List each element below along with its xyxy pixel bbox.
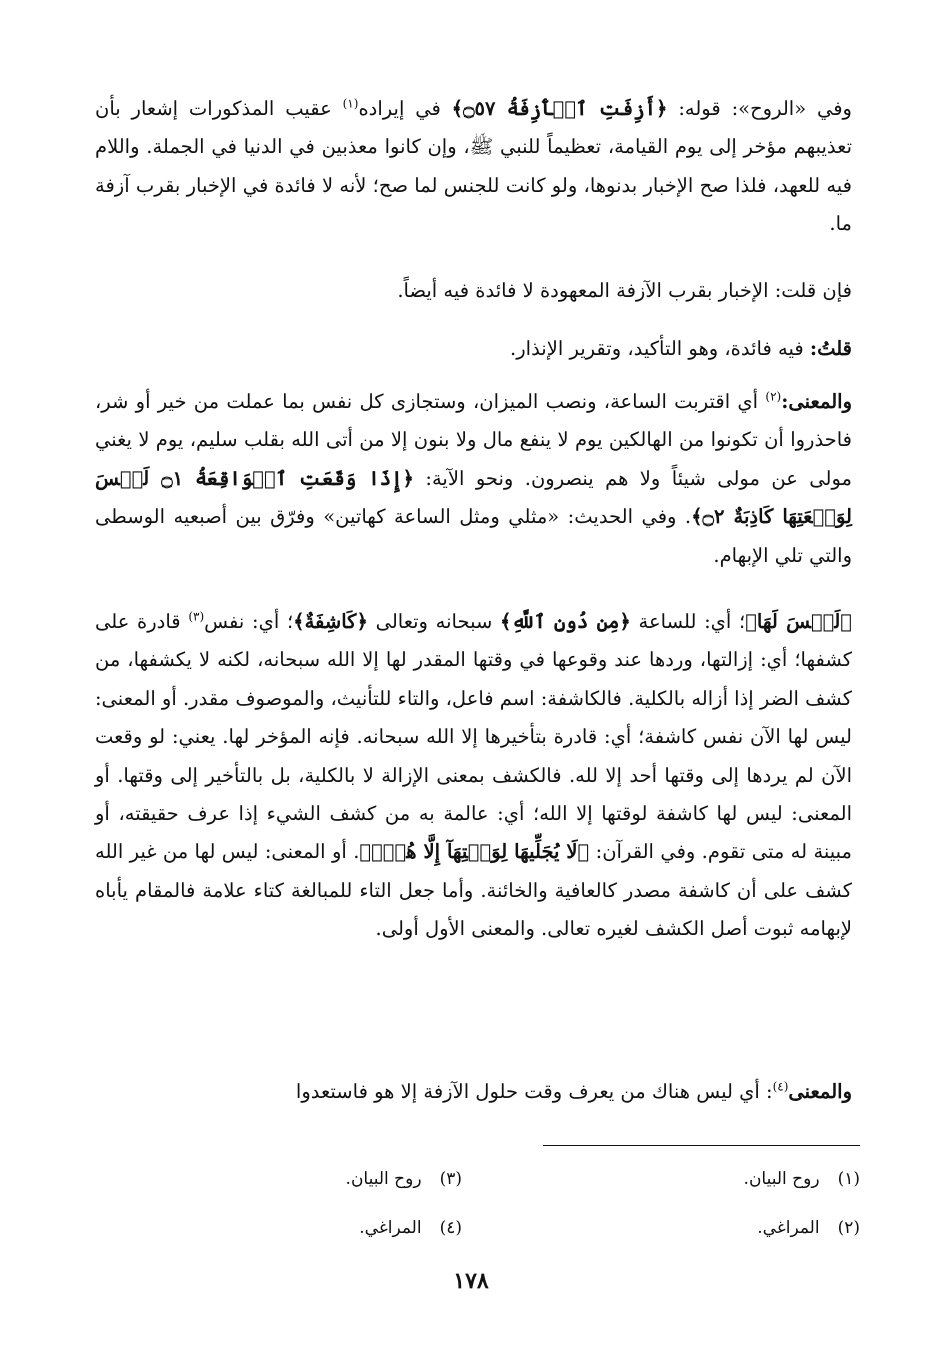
text-run: : أي ليس هناك من يعرف وقت حلول الآزفة إلا هو فاستعدوا bbox=[295, 1080, 773, 1103]
paragraph-objection: فإن قلت: الإخبار بقرب الآزفة المعهودة لا فائدة فيه أيضاً. bbox=[397, 279, 852, 302]
quran-verse: ﴿لَا يُجَلِّيهَا لِوَقۡتِهَآ إِلَّا هُوَۚ﴾ bbox=[359, 840, 590, 864]
footnote-number: (٤) bbox=[439, 1218, 462, 1238]
text-run: . أو المعنى: ليس لها من غير الله كشف على أن كاشفة مصدر كالعافية والخائنة. وأما جعل التاء للمبالغة كتاء علامة فالمقام يأباه لإبهامه ثبوت أصل الكشف لغيره تعالى. والمعنى الأول أولى. bbox=[95, 840, 852, 941]
footnote-text: روح البيان. bbox=[743, 1169, 820, 1189]
footnote-divider bbox=[543, 1145, 860, 1146]
quran-verse: ﴿إِذَا وَقَعَتِ ٱلۡوَاقِعَةُ ۝١ لَيۡسَ لِوَقۡعَتِهَا كَاذِبَةٌ ۝٢﴾ bbox=[95, 466, 852, 529]
text-run: فيه فائدة، وهو التأكيد، وتقرير الإنذار. bbox=[510, 337, 810, 360]
quran-verse: ﴿لَيۡسَ لَهَا﴾ bbox=[745, 610, 853, 633]
text-run: قادرة على كشفها؛ أي: إزالتها، وردها عند وقوعها في وقتها المقدر لها إلا الله سبحانه، لكنه لا يكشفها، من كشف الضر إذا أزاله بالكلية. فالكاشفة: اسم فاعل، والتاء للتأنيث، والموصوف مقدر. أو المعنى: ليس لها الآن نفس كاشفة؛ أي: قادرة بتأخيرها إلا الله سبحانه. فإنه المؤخر لها. يعني: لو وقعت الآن لم يردها إلى وقتها أحد إلا لله. فالكشف بمعنى الإزالة لا بالكلية، بل بالتأخير إلى وقتها. أو المعنى: ليس لها كاشفة لوقتها إلا الله؛ أي: عالمة به من كشف الشيء إذا عرف حقيقته، أو مبينة له متى تقوم. وفي القرآن: bbox=[94, 610, 852, 864]
text-run: سبحانه وتعالى bbox=[367, 610, 501, 633]
footnote-marker: (٢) bbox=[765, 389, 782, 404]
footnote-text: روح البيان. bbox=[345, 1169, 422, 1189]
footnote-marker: (٣) bbox=[188, 609, 205, 624]
footnote-marker: (٤) bbox=[772, 1079, 789, 1094]
quran-verse: ﴿مِن دُونِ ٱللَّهِ﴾ bbox=[500, 610, 631, 633]
text-run: في إيراده bbox=[358, 97, 452, 120]
text-run: عقيب المذكورات إشعار بأن تعذيبهم مؤخر إلى يوم القيامة، تعظيماً للنبي ﷺ، وإن كانوا معذبين في الدنيا في الجملة. واللام فيه للعهد، فلذا صح الإخبار بدنوها، ولو كانت للجنس لما صح؛ لأنه لا فائدة في الإخبار بقرب آزفة ما. bbox=[95, 97, 852, 236]
lead-word: والمعنى: bbox=[781, 390, 852, 413]
footnote-2 bbox=[757, 1216, 860, 1240]
footnote-text: المراغي. bbox=[757, 1218, 820, 1238]
text-run: ؛ أي: نفس bbox=[204, 610, 294, 633]
paragraph-final-meaning bbox=[95, 1073, 852, 1111]
text-run: ؛ أي: للساعة bbox=[630, 610, 746, 633]
footnote-number: (١) bbox=[837, 1169, 860, 1189]
footnote-1 bbox=[744, 1167, 860, 1191]
paragraph-answer bbox=[95, 330, 852, 368]
footnote-3 bbox=[346, 1167, 462, 1191]
footnote-number: (٢) bbox=[837, 1218, 860, 1238]
footnote-number: (٣) bbox=[439, 1169, 462, 1189]
quran-verse: ﴿كَاشِفَةٌ﴾ bbox=[293, 610, 368, 633]
text-run: وفي «الروح»: قوله: bbox=[667, 97, 852, 120]
lead-word: قلتُ: bbox=[809, 337, 852, 360]
text-run: . وفي الحديث: «مثلي ومثل الساعة كهاتين» وفرّق بين أصبعيه الوسطى والتي تلي الإبهام. bbox=[95, 505, 852, 567]
footnote-4 bbox=[359, 1216, 462, 1240]
footnote-text: المراغي. bbox=[359, 1218, 422, 1238]
text-run: أي اقتربت الساعة، ونصب الميزان، وستجازى كل نفس بما عملت من خير أو شر، فاحذروا أن تكونوا من الهالكين يوم لا ينفع مال ولا بنون إلا من أتى الله بقلب سليم، يوم لا يغني مولى عن مولى شيئاً ولا هم ينصرون. ونحو الآية: bbox=[95, 390, 852, 490]
lead-word: والمعنى bbox=[788, 1080, 852, 1103]
paragraph-kashifa bbox=[95, 603, 852, 949]
quran-verse: ﴿أَزِفَتِ ٱلۡأٓزِفَةُ ۝٥٧﴾ bbox=[451, 97, 668, 120]
paragraph-ruh-quote bbox=[95, 90, 852, 244]
page-number: ١٧٨ bbox=[453, 1268, 489, 1294]
footnote-marker: (١) bbox=[342, 96, 359, 111]
paragraph-meaning bbox=[95, 383, 852, 575]
